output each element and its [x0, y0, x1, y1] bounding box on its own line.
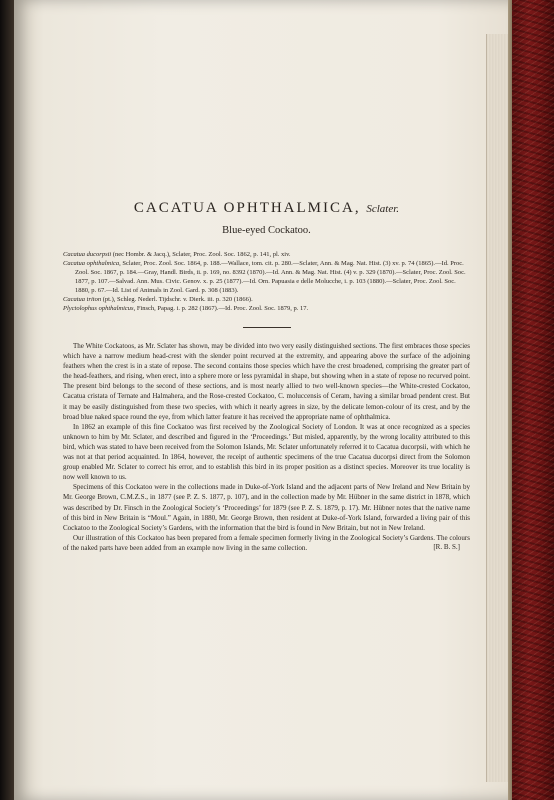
synonym-entry — [63, 295, 470, 304]
synonymy-list — [63, 250, 470, 313]
synonym-reference: (nec Hombr. & Jacq.), Sclater, Proc. Zool. Soc. 1862, p. 141, pl. xiv. — [111, 251, 291, 258]
synonym-reference: (pt.), Schleg. Nederl. Tijdschr. v. Dierk. iii. p. 320 (1866). — [101, 296, 253, 303]
synonym-reference: , Finsch, Papag. i. p. 282 (1867).—Id. Proc. Zool. Soc. 1879, p. 17. — [133, 305, 309, 312]
page-content — [63, 200, 470, 551]
species-name: CACATUA OPHTHALMICA, — [133, 200, 361, 216]
body-paragraph: The White Cockatoos, as Mr. Sclater has shown, may be divided into two very easily distinguished sections. The first embraces those species which have a narrow medium head-crest with the slender point recurved at the extremity, and appearing above the surface of the adjoining feathers when the crest is in a state of repose. The second contains those species which have the crest broadened, comprising the greater part of the head-feathers, and rising, when erect, into a sphere more or less pyramidal in shape, but showing when in a state of repose no recurved point. The present bird belongs to the second of these sections, and is most nearly allied to two well-known species—the White-crested Cockatoo, Cacatua cristata of Ternate and Halmahera, and the Rose-crested Cockatoo, C. moluccensis of Ceram, having a similar broad pendent crest. But it may be easily distinguished from these two species, with which it nearly agrees in size, by the delicate lemon-colour of its crest, and by the broad blue naked space round the eye, from which latter feature it has received the appropriate name of ophthalmica. — [63, 342, 470, 421]
synonym-name: Plyctolophus ophthalmicus — [63, 305, 134, 312]
synonym-name: Cacatua triton — [63, 296, 102, 303]
species-title — [63, 200, 470, 217]
book-gutter-shadow — [0, 0, 14, 800]
article-body — [63, 341, 470, 553]
synonym-name: Cacatua ophthalmica — [63, 260, 120, 267]
species-author: Sclater. — [366, 203, 400, 215]
synonym-reference: , Sclater, Proc. Zool. Soc. 1864, p. 188.—Wallace, tom. cit. p. 280.—Sclater, Ann. & Mag. Nat. Hist. (3) xv. p. 74 (1865).—Id. Proc. Zool. Soc. 1867, p. 184.—Gray, Handl. Birds, ii. p. 169, no. 8392 (1870).—Id. Ann. & Mag. Nat. Hist. (4) v. p. 329 (1870).—Sclater, Proc. Zool. Soc. 1877, p. 107.—Salvad. Ann. Mus. Civic. Genov. x. p. 25 (1877).—Id. Orn. Papuasia e delle Molucche, i. p. 103 (1880).—Sclater, Proc. Zool. Soc. 1880, p. 67.—Id. List of Animals in Zool. Gard. p. 308 (1883). — [75, 260, 466, 294]
book-cover-binding — [512, 0, 554, 800]
synonym-name: Cacatua ducorpsii — [63, 251, 112, 258]
author-initials: [R. B. S.] — [433, 542, 460, 551]
body-paragraph: In 1862 an example of this fine Cockatoo was first received by the Zoological Society of London. It was at once recognized as a species unknown to him by Mr. Sclater, and described and figured in the ‘Proceedings.’ But misled, apparently, by the wrong locality attributed to this bird, which was stated to have been received from the Solomon Islands, Mr. Sclater unfortunately referred it to Cacatua ducorpsii, with which he was not at that period acquainted. In 1864, however, the receipt of authentic specimens of the true Cacatua ducorpsi direct from the Solomon group enabled Mr. Sclater to correct his error, and to establish this bird in its proper position as a distinct species. Moreover its true locality is now well known to us. — [63, 422, 470, 482]
synonym-entry — [63, 304, 470, 313]
body-paragraph: Specimens of this Cockatoo were in the collections made in Duke-of-York Island and the adjacent parts of New Ireland and New Britain by Mr. George Brown, C.M.Z.S., in 1877 (see P. Z. S. 1877, p. 107), and in the collection made by Mr. Hübner in the same district in 1878, which was described by Dr. Finsch in the Zoological Society’s ‘Proceedings’ for 1879 (see P. Z. S. 1879, p. 17). Mr. Hübner notes that the native name of this bird in New Britain is “Moul.” Again, in 1880, Mr. George Brown, then resident at Duke-of-York Island, forwarded a living pair of this Cockatoo to the Zoological Society’s Gardens, with the information that the bird is found in New Britain, but not in New Ireland. — [63, 483, 470, 532]
body-paragraph: Our illustration of this Cockatoo has been prepared from a female specimen formerly living in the Zoological Society’s Gardens. The colours of the naked parts have been added from an example now living in the same collection. — [63, 533, 470, 552]
synonym-entry — [63, 259, 470, 295]
synonym-entry — [63, 250, 470, 259]
section-divider — [243, 327, 291, 328]
common-name: Blue-eyed Cockatoo. — [222, 225, 311, 236]
